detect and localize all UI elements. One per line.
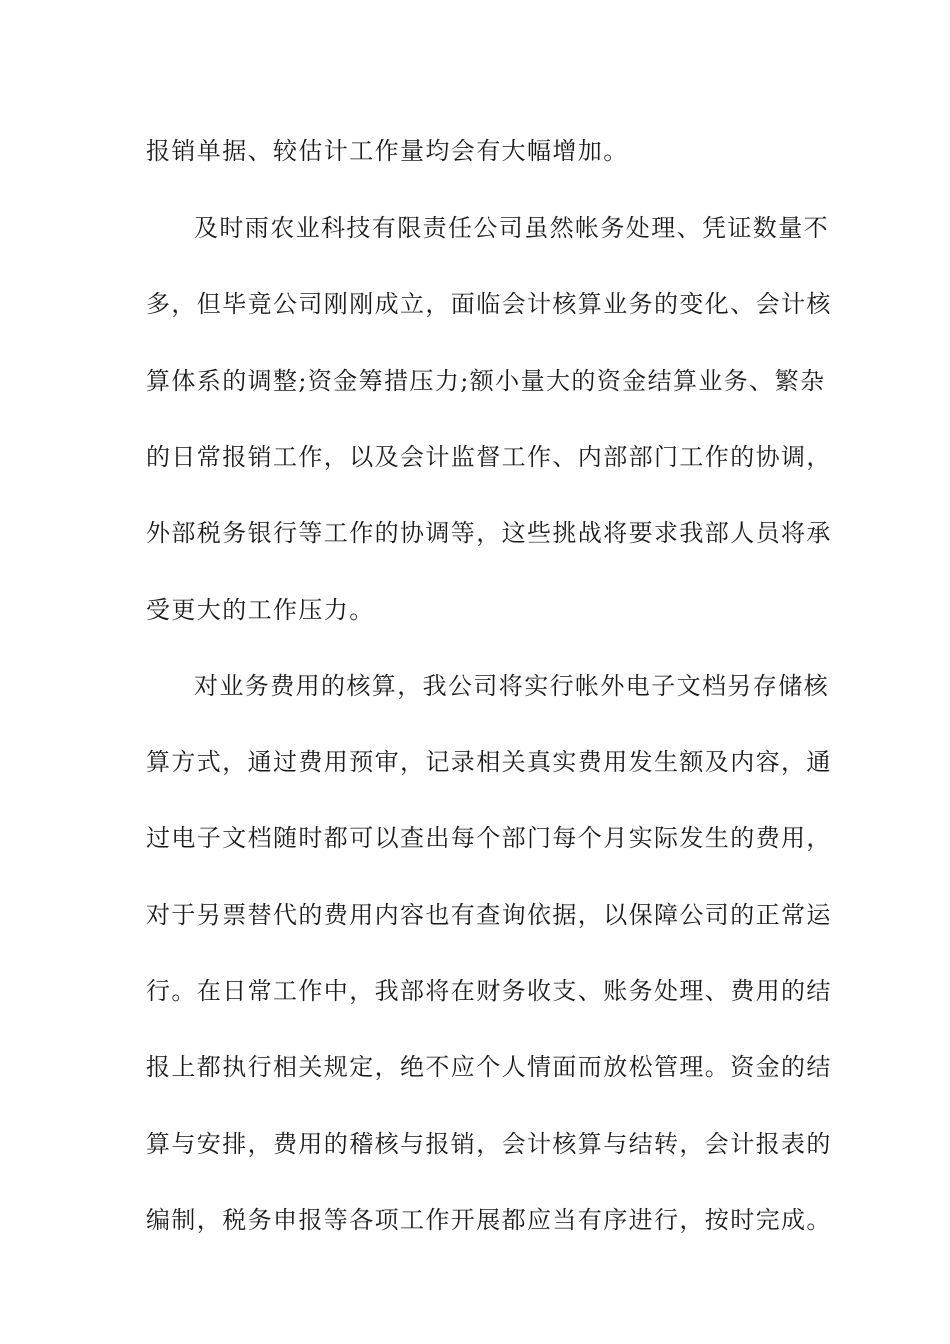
paragraph-3-line-7: 算与安排，费用的稽核与报销，会计核算与结转，会计报表的 xyxy=(146,1130,832,1158)
paragraph-2-line-6: 受更大的工作压力。 xyxy=(146,596,375,624)
paragraph-2-line-5: 外部税务银行等工作的协调等，这些挑战将要求我部人员将承 xyxy=(146,519,832,547)
paragraph-3-line-5: 行。在日常工作中，我部将在财务收支、账务处理、费用的结 xyxy=(146,977,832,1005)
paragraph-2-line-3: 算体系的调整;资金筹措压力;额小量大的资金结算业务、繁杂 xyxy=(146,367,826,395)
paragraph-3-line-6: 报上都执行相关规定，绝不应个人情面而放松管理。资金的结 xyxy=(146,1053,832,1081)
paragraph-3-line-3: 过电子文档随时都可以查出每个部门每个月实际发生的费用， xyxy=(146,824,832,852)
paragraph-3-line-2: 算方式，通过费用预审，记录相关真实费用发生额及内容，通 xyxy=(146,748,832,776)
paragraph-2-line-2: 多，但毕竟公司刚刚成立，面临会计核算业务的变化、会计核 xyxy=(146,290,832,318)
text-line-1: 报销单据、较估计工作量均会有大幅增加。 xyxy=(146,137,629,165)
paragraph-3-line-8: 编制，税务申报等各项工作开展都应当有序进行，按时完成。 xyxy=(146,1206,832,1234)
paragraph-3-line-1: 对业务费用的核算，我公司将实行帐外电子文档另存储核 xyxy=(194,672,829,700)
paragraph-2-line-4: 的日常报销工作，以及会计监督工作、内部部门工作的协调， xyxy=(146,443,832,471)
paragraph-2-line-1: 及时雨农业科技有限责任公司虽然帐务处理、凭证数量不 xyxy=(194,214,829,242)
paragraph-3-line-4: 对于另票替代的费用内容也有查询依据，以保障公司的正常运 xyxy=(146,901,832,929)
